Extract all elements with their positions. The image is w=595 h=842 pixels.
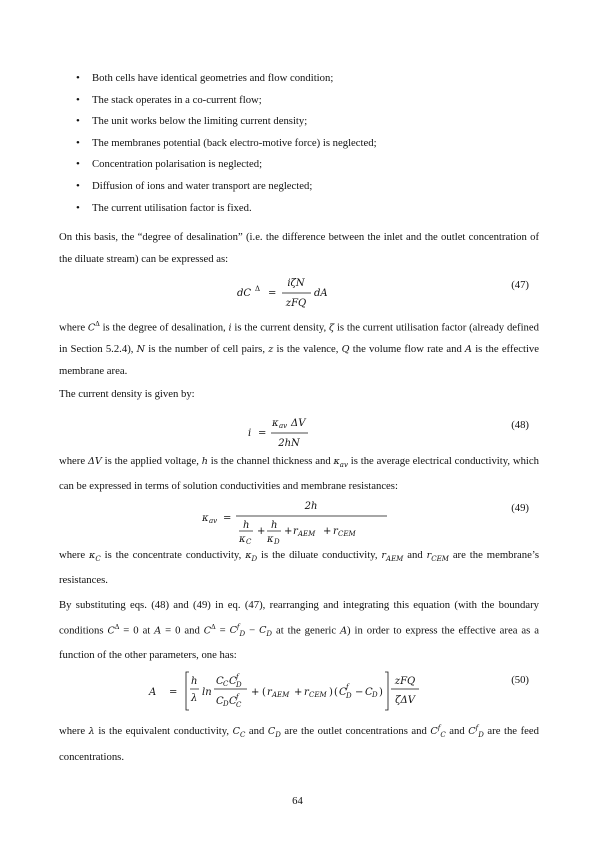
equation-number: (48) <box>511 419 529 431</box>
eq50-CD: C <box>216 696 224 707</box>
eq50-CDf2-sup: f <box>346 683 349 691</box>
eq50-paren-open-2: ( <box>334 687 338 698</box>
eq50-plus: + <box>251 687 260 698</box>
equation-50-render <box>59 668 539 714</box>
eq47-sup: Δ <box>255 285 261 293</box>
eq49-rCEM-sub: CEM <box>338 530 356 538</box>
eq50-paren-open-1: ( <box>262 687 266 698</box>
eq50-paren-close-1: ) <box>329 687 333 698</box>
eq47-denominator: zFQ <box>285 298 307 309</box>
eq50-CCf: C <box>229 696 237 707</box>
eq50-rAEM-sub: AEM <box>272 691 290 699</box>
eq50-ln: ln <box>202 687 212 698</box>
list-item: • Both cells have identical geometries and flow condition; <box>78 68 548 90</box>
eq50-CD-sub: D <box>223 700 229 708</box>
equation-48-render <box>59 413 539 449</box>
eq49-plus-2: + <box>284 526 293 537</box>
eq50-CCf-sup: f <box>236 693 239 701</box>
eq47-tail: dA <box>314 288 328 299</box>
eq49-equals: = <box>223 513 232 524</box>
eq49-rCEM: r <box>333 526 338 537</box>
eq48-denominator: 2hN <box>278 438 300 449</box>
eq48-kappa: κ <box>272 418 279 429</box>
equation-number: (47) <box>511 279 529 291</box>
eq47-equals: = <box>268 288 277 299</box>
paragraph-eq47-variables: where $C^\Delta$ is the degree of desalination, i is the current density, ζ is the current utilisation factor (already defined in Section 5.2.4), N is the number of cell pairs, z is the valence, Q the volume flow rate and A is the effective membrane area. <box>59 320 539 377</box>
list-item: • Diffusion of ions and water transport are neglected; <box>78 176 548 198</box>
equation-50 <box>59 668 539 714</box>
page-number: 64 <box>292 795 303 807</box>
equation-49 <box>59 496 539 546</box>
equation-49-render <box>59 496 539 546</box>
list-item: • The membranes potential (back electro-motive force) is neglected; <box>78 133 548 155</box>
assumptions-list <box>78 68 548 219</box>
eq50-CD2: C <box>365 687 373 698</box>
list-item: • The stack operates in a co-current flow; <box>78 90 548 112</box>
eq49-lhs-sub: av <box>209 517 218 525</box>
eq49-lhs: κ <box>202 513 209 524</box>
eq49-kappaD: κ <box>267 534 274 545</box>
eq50-plus-2: + <box>294 687 303 698</box>
list-item: • The unit works below the limiting current density; <box>78 111 548 133</box>
eq49-plus-3: + <box>323 526 332 537</box>
eq49-plus-1: + <box>257 526 266 537</box>
paragraph-degree-of-desalination: On this basis, the “degree of desalination” (i.e. the difference between the inlet and the outlet concentration of the diluate stream) can be expressed as: <box>59 231 539 265</box>
eq50-rCEM: r <box>304 687 309 698</box>
equation-number: (50) <box>511 674 529 686</box>
paragraph-eq49-variables: where $\kappa_C$ is the concentrate conductivity, $\kappa_D$ is the diluate conductivity, $r_{AEM}$ and $r_{CEM}$ are the membrane’s resistances. <box>59 549 540 587</box>
eq49-kappaD-sub: D <box>274 538 280 546</box>
eq50-numerator: zFQ <box>394 676 416 687</box>
eq50-CDf2-sub: D <box>346 692 352 700</box>
list-item: • The current utilisation factor is fixed. <box>78 198 548 220</box>
eq47-lhs: dC <box>237 288 252 299</box>
eq50-paren-close-2: ) <box>379 687 383 698</box>
eq50-CC-sub: C <box>223 680 229 688</box>
eq48-kappa-sub: av <box>279 422 288 430</box>
eq49-rAEM: r <box>293 526 298 537</box>
eq50-CDf-sub: D <box>236 681 242 689</box>
eq50-lhs: A <box>149 687 157 698</box>
list-item: • Concentration polarisation is neglected; <box>78 154 548 176</box>
equation-47 <box>59 273 539 309</box>
eq49-kappaC-sub: C <box>246 538 252 546</box>
eq50-CD2-sub: D <box>372 691 378 699</box>
eq50-CDf2: C <box>339 687 347 698</box>
eq50-rAEM: r <box>267 687 272 698</box>
eq48-deltaV: ΔV <box>291 418 306 429</box>
equation-47-render <box>59 273 539 309</box>
eq50-lambda: λ <box>191 693 198 704</box>
paragraph-substitution: By substituting eqs. (48) and (49) in eq. (47), rearranging and integrating this equation (with the boundary conditions $C^\Delta = 0$ at A = 0 and $C^\Delta = C^f_D - C_D$ at the generic A) in order to express the effective area as a function of the other parameters, one has: <box>59 599 540 662</box>
eq50-rCEM-sub: CEM <box>309 691 327 699</box>
paragraph-eq48-variables: where ΔV is the applied voltage, h is the channel thickness and $\kappa_{av}$ is the average electrical conductivity, which can be expressed in terms of solution conductivities and membrane resistances: <box>59 455 539 493</box>
eq49-rAEM-sub: AEM <box>298 530 316 538</box>
eq50-denominator: ζΔV <box>395 695 415 706</box>
eq50-left-bracket <box>186 672 189 710</box>
eq50-CDf: C <box>229 676 237 687</box>
eq50-equals: = <box>169 687 178 698</box>
eq49-h2: h <box>271 520 278 531</box>
paragraph-current-density-intro: The current density is given by: <box>59 388 195 400</box>
equation-number: (49) <box>511 502 529 514</box>
eq50-CCf-sub: C <box>236 701 242 709</box>
eq48-equals: = <box>258 428 267 439</box>
eq49-numerator: 2h <box>304 501 318 512</box>
eq50-right-bracket <box>385 672 388 710</box>
eq49-h1: h <box>243 520 250 531</box>
eq50-h: h <box>191 676 198 687</box>
eq47-numerator: iζN <box>287 278 305 289</box>
eq50-CDf-sup: f <box>236 673 239 681</box>
eq48-lhs: i <box>248 428 252 439</box>
eq50-minus: − <box>355 687 364 698</box>
eq49-kappaC: κ <box>239 534 246 545</box>
equation-48 <box>59 413 539 449</box>
eq50-CC: C <box>216 676 224 687</box>
paragraph-eq50-variables: where λ is the equivalent conductivity, $C_C$ and $C_D$ are the outlet concentrations and $C^f_C$ and $C^f_D$ are the feed concentrations. <box>59 724 539 763</box>
